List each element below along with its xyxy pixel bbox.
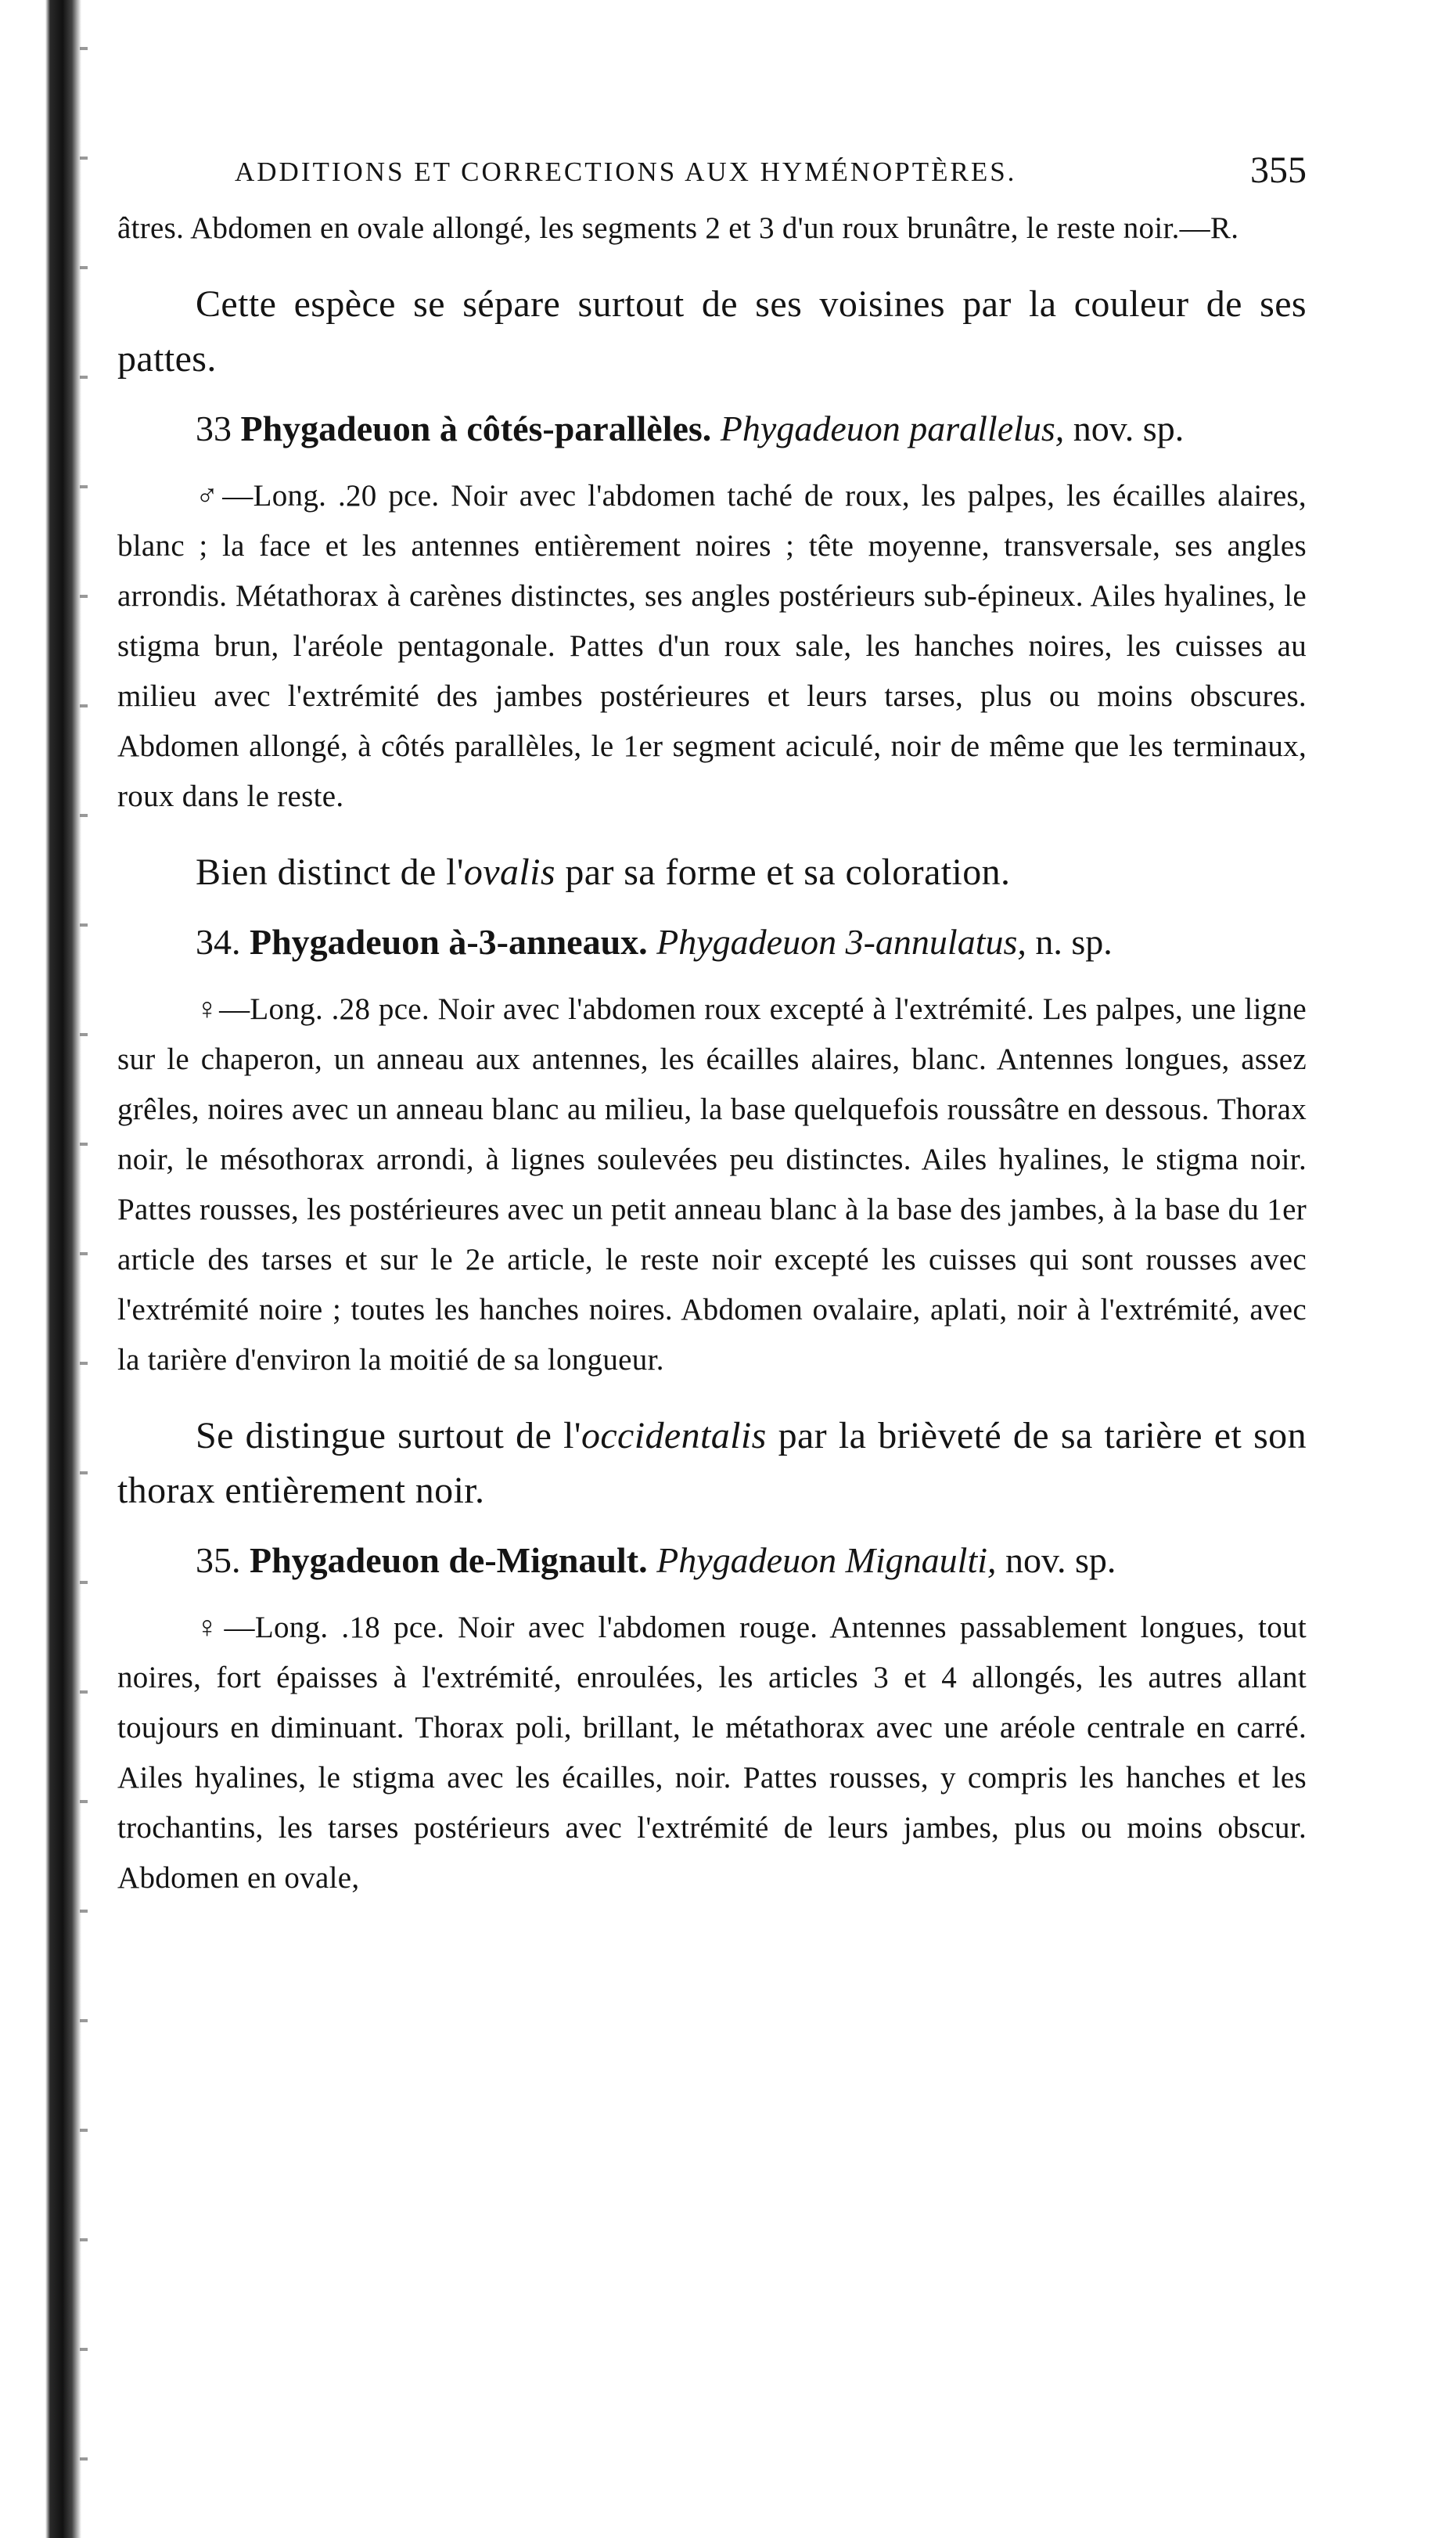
remark-text-after: par sa forme et sa coloration. xyxy=(555,851,1011,893)
species-note: nov. sp. xyxy=(1005,1540,1116,1580)
species-heading-33 xyxy=(117,401,1307,457)
species-common-name: Phygadeuon de-Mignault. xyxy=(250,1540,648,1580)
species-number: 35. xyxy=(196,1540,241,1580)
paragraph-text: âtres. Abdomen en ovale allongé, les segments 2 et 3 d'un roux brunâtre, le reste noir.—R. xyxy=(117,211,1239,245)
paragraph-text: —Long. .28 pce. Noir avec l'abdomen roux excepté à l'extrémité. Les palpes, une ligne sur le chaperon, un anneau aux antennes, les écailles alaires, blanc. Antennes longues, assez grêles, noires avec un anneau blanc au milieu, la base quelquefois roussâtre en dessous. Thorax noir, le mésothorax arrondi, à lignes soulevées peu distinctes. Ailes hyalines, le stigma noir. Pattes rousses, les postérieures avec un petit anneau blanc à la base des jambes, à la base du 1er article des tarses et sur le 2e article, le reste noir excepté les cuisses qui sont rousses avec l'extrémité noire ; toutes les hanches noires. Abdomen ovalaire, aplati, noir à l'extrémité, avec la tarière d'environ la moitié de sa longueur. xyxy=(117,992,1307,1377)
species-description-34 xyxy=(117,985,1307,1385)
species-description-35 xyxy=(117,1603,1307,1903)
species-common-name: Phygadeuon à-3-anneaux. xyxy=(250,922,648,962)
species-heading-35 xyxy=(117,1532,1307,1589)
paragraph-text: Cette espèce se sépare surtout de ses voisines par la couleur de ses pattes. xyxy=(117,283,1307,380)
species-number: 34. xyxy=(196,922,241,962)
paragraph-continuation xyxy=(117,203,1307,254)
species-latin-name: Phygadeuon Mignaulti, xyxy=(656,1540,997,1580)
species-latin-name: Phygadeuon parallelus, xyxy=(720,409,1065,448)
paragraph-text: —Long. .18 pce. Noir avec l'abdomen rouge. Antennes passablement longues, tout noires, fort épaisses à l'extrémité, enroulées, les articles 3 et 4 allongés, les autres allant toujours en diminuant. Thorax poli, brillant, le métathorax avec une aréole centrale en carré. Ailes hyalines, le stigma avec les écailles, noir. Pattes rousses, y compris les hanches et les trochantins, les tarses postérieurs avec l'extrémité de leurs jambes, plus ou moins obscur. Abdomen en ovale, xyxy=(117,1611,1307,1895)
species-note: n. sp. xyxy=(1035,922,1113,962)
species-common-name: Phygadeuon à côtés-parallèles. xyxy=(240,409,712,448)
paragraph-remark-33 xyxy=(117,845,1307,900)
running-head xyxy=(117,149,1307,203)
sex-symbol: ♀ xyxy=(196,992,220,1026)
paragraph-text: —Long. .20 pce. Noir avec l'abdomen taché de roux, les palpes, les écailles alaires, blanc ; la face et les antennes entièrement noires ; tête moyenne, transversale, ses angles arrondis. Métathorax à carènes distinctes, ses angles postérieurs sub-épineux. Ailes hyalines, le stigma brun, l'aréole pentagonale. Pattes d'un roux sale, les hanches noires, les cuisses au milieu avec l'extrémité des jambes postérieures et leurs tarses, plus ou moins obscures. Abdomen allongé, à côtés parallèles, le 1er segment aciculé, noir de même que les terminaux, roux dans le reste. xyxy=(117,479,1307,813)
remark-italic-name: ovalis xyxy=(463,851,555,893)
species-description-33 xyxy=(117,471,1307,822)
remark-text-after: par la brièveté de sa tarière et son thorax entièrement noir. xyxy=(117,1415,1307,1511)
paragraph-remark-32 xyxy=(117,277,1307,387)
paragraph-remark-34 xyxy=(117,1409,1307,1518)
species-latin-name: Phygadeuon 3-annulatus, xyxy=(656,922,1026,962)
running-title: ADDITIONS ET CORRECTIONS AUX HYMÉNOPTÈRES. xyxy=(235,157,1017,187)
page-body xyxy=(117,149,1307,1903)
book-binding-edge xyxy=(0,0,92,2538)
remark-text-before: Se distingue surtout de l' xyxy=(196,1415,581,1456)
sex-symbol: ♀ xyxy=(196,1611,225,1644)
species-number: 33 xyxy=(196,409,232,448)
page-number: 355 xyxy=(1250,149,1307,191)
binding-stitch-marks xyxy=(80,0,88,2538)
remark-text-before: Bien distinct de l' xyxy=(196,851,464,893)
remark-italic-name: occidentalis xyxy=(581,1415,767,1456)
species-heading-34 xyxy=(117,914,1307,970)
species-note: nov. sp. xyxy=(1073,409,1185,448)
sex-symbol: ♂ xyxy=(196,479,223,513)
